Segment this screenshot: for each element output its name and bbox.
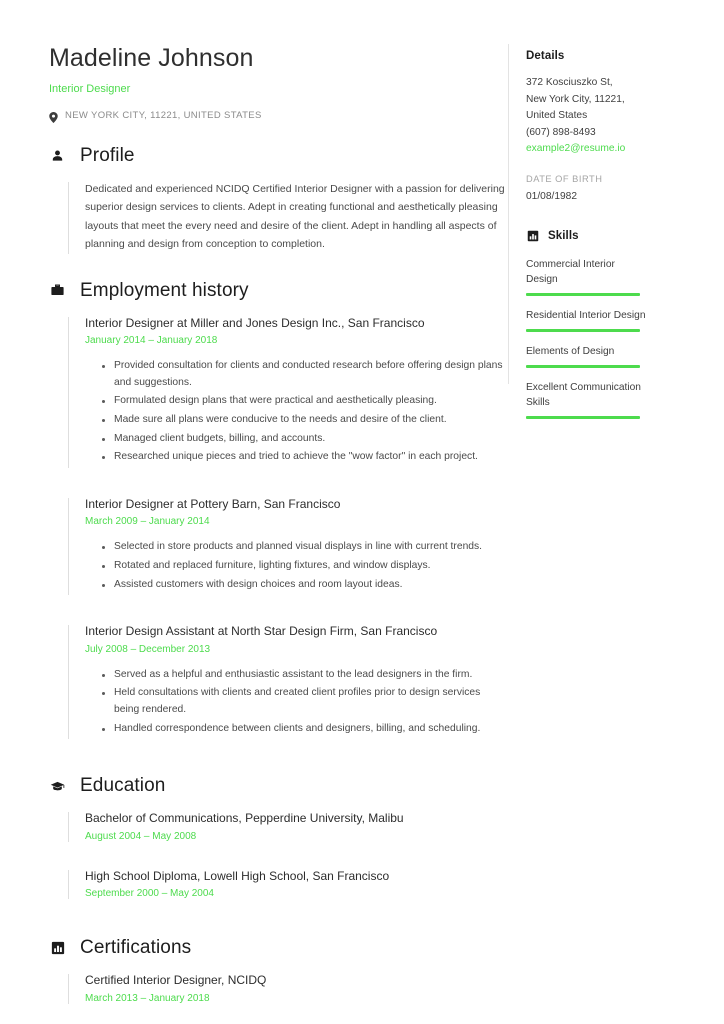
education-heading: Bachelor of Communications, Pepperdine University, Malibu xyxy=(85,811,404,826)
section-employment xyxy=(49,280,508,742)
certification-heading: Certified Interior Designer, NCIDQ xyxy=(85,973,267,988)
job-bullets xyxy=(85,539,508,597)
skill-name: Residential Interior Design xyxy=(526,309,646,321)
job-dates: July 2008 – December 2013 xyxy=(85,643,211,655)
address-line-1: 372 Kosciuszko St, xyxy=(526,77,613,88)
list-item: Formulated design plans that were practical and aesthetically pleasing. xyxy=(114,393,508,410)
bar-chart-icon xyxy=(49,940,66,957)
sidebar-skills-title: Skills xyxy=(548,230,579,243)
employment-entry-1 xyxy=(51,496,508,597)
skill-level-bar xyxy=(526,416,640,419)
education-entry-1 xyxy=(51,868,508,901)
certification-item-0 xyxy=(85,972,508,1005)
certification-dates: March 2013 – January 2018 xyxy=(85,992,210,1004)
section-title-certifications: Certifications xyxy=(80,937,192,959)
skill-item-3 xyxy=(526,380,724,419)
section-header-employment xyxy=(49,280,508,302)
list-item: Provided consultation for clients and conducted research before offering design plans and suggestions. xyxy=(114,358,508,391)
skill-item-1 xyxy=(526,308,724,332)
date-of-birth-label: DATE OF BIRTH xyxy=(526,173,603,184)
section-certifications xyxy=(49,937,508,1005)
sidebar-skills-header xyxy=(526,230,724,243)
education-heading: High School Diploma, Lowell High School, San Francisco xyxy=(85,868,390,883)
job-heading: Interior Designer at Miller and Jones Design Inc., San Francisco xyxy=(85,315,425,330)
section-profile xyxy=(49,145,508,256)
email-link[interactable]: example2@resume.io xyxy=(526,143,626,155)
education-item-1 xyxy=(85,868,508,901)
sidebar xyxy=(508,0,724,1024)
address-line-2: New York City, 11221, xyxy=(526,93,625,105)
job-1 xyxy=(85,496,508,597)
skill-item-2 xyxy=(526,344,724,368)
education-entry-0 xyxy=(51,810,508,843)
skill-name: Elements of Design xyxy=(526,345,615,357)
bar-chart-icon xyxy=(526,230,539,243)
list-item: Researched unique pieces and tried to achieve the "wow factor" in each project. xyxy=(114,449,508,466)
skill-level-bar xyxy=(526,329,640,332)
job-bullets xyxy=(85,667,508,742)
person-icon xyxy=(49,148,66,165)
list-item: Assisted customers with design choices and room layout ideas. xyxy=(114,577,508,594)
graduation-cap-icon xyxy=(49,778,66,795)
job-dates: January 2014 – January 2018 xyxy=(85,334,218,346)
job-heading: Interior Design Assistant at North Star Design Firm, San Francisco xyxy=(85,624,438,639)
employment-entry-2 xyxy=(51,623,508,741)
job-bullets xyxy=(85,358,508,470)
section-title-employment: Employment history xyxy=(80,279,249,301)
section-header-certifications xyxy=(49,937,508,959)
certification-entry-0 xyxy=(51,972,508,1005)
section-title-education: Education xyxy=(80,775,166,797)
header-job-title: Interior Designer xyxy=(49,82,131,95)
section-title-profile: Profile xyxy=(80,145,135,167)
location-text: NEW YORK CITY, 11221, UNITED STATES xyxy=(65,110,262,122)
skill-name: Commercial Interior Design xyxy=(526,258,615,286)
job-heading: Interior Designer at Pottery Barn, San Francisco xyxy=(85,496,341,511)
profile-entry xyxy=(51,180,508,256)
list-item: Served as a helpful and enthusiastic assistant to the lead designers in the firm. xyxy=(114,667,508,684)
job-0 xyxy=(85,315,508,470)
map-pin-icon xyxy=(49,110,58,121)
skill-level-bar xyxy=(526,365,640,368)
education-item-0 xyxy=(85,810,508,843)
list-item: Made sure all plans were conducive to the needs and desire of the client. xyxy=(114,412,508,429)
location-row xyxy=(49,110,508,121)
list-item: Selected in store products and planned visual displays in line with current trends. xyxy=(114,539,508,556)
education-dates: September 2000 – May 2004 xyxy=(85,888,214,900)
date-of-birth-value: 01/08/1982 xyxy=(526,190,577,202)
address-line-3: United States xyxy=(526,110,588,122)
list-item: Handled correspondence between clients and designers, billing, and scheduling. xyxy=(114,721,508,738)
section-education xyxy=(49,775,508,901)
skill-item-0 xyxy=(526,257,724,296)
section-header-profile xyxy=(49,145,508,167)
briefcase-icon xyxy=(49,282,66,299)
job-dates: March 2009 – January 2014 xyxy=(85,516,210,528)
list-item: Rotated and replaced furniture, lighting fixtures, and window displays. xyxy=(114,558,508,575)
employment-entry-0 xyxy=(51,315,508,470)
page-title: Madeline Johnson xyxy=(49,44,254,72)
list-item: Managed client budgets, billing, and accounts. xyxy=(114,431,508,448)
profile-text: Dedicated and experienced NCIDQ Certified Interior Designer with a passion for delivering superior design services to clients. Adept in creating functional and aesthetically pleasing layouts that meet the every need and desire of the client. Adept in handling all aspects of planning and design from conception to completion. xyxy=(85,183,505,251)
job-2 xyxy=(85,623,508,741)
education-dates: August 2004 – May 2008 xyxy=(85,830,197,842)
skill-level-bar xyxy=(526,293,640,296)
skill-name: Excellent Communication Skills xyxy=(526,381,641,408)
section-header-education xyxy=(49,775,508,797)
list-item: Held consultations with clients and created client profiles prior to design services being rendered. xyxy=(114,685,508,718)
sidebar-details-title: Details xyxy=(526,50,565,62)
phone-number: (607) 898-8493 xyxy=(526,126,596,138)
